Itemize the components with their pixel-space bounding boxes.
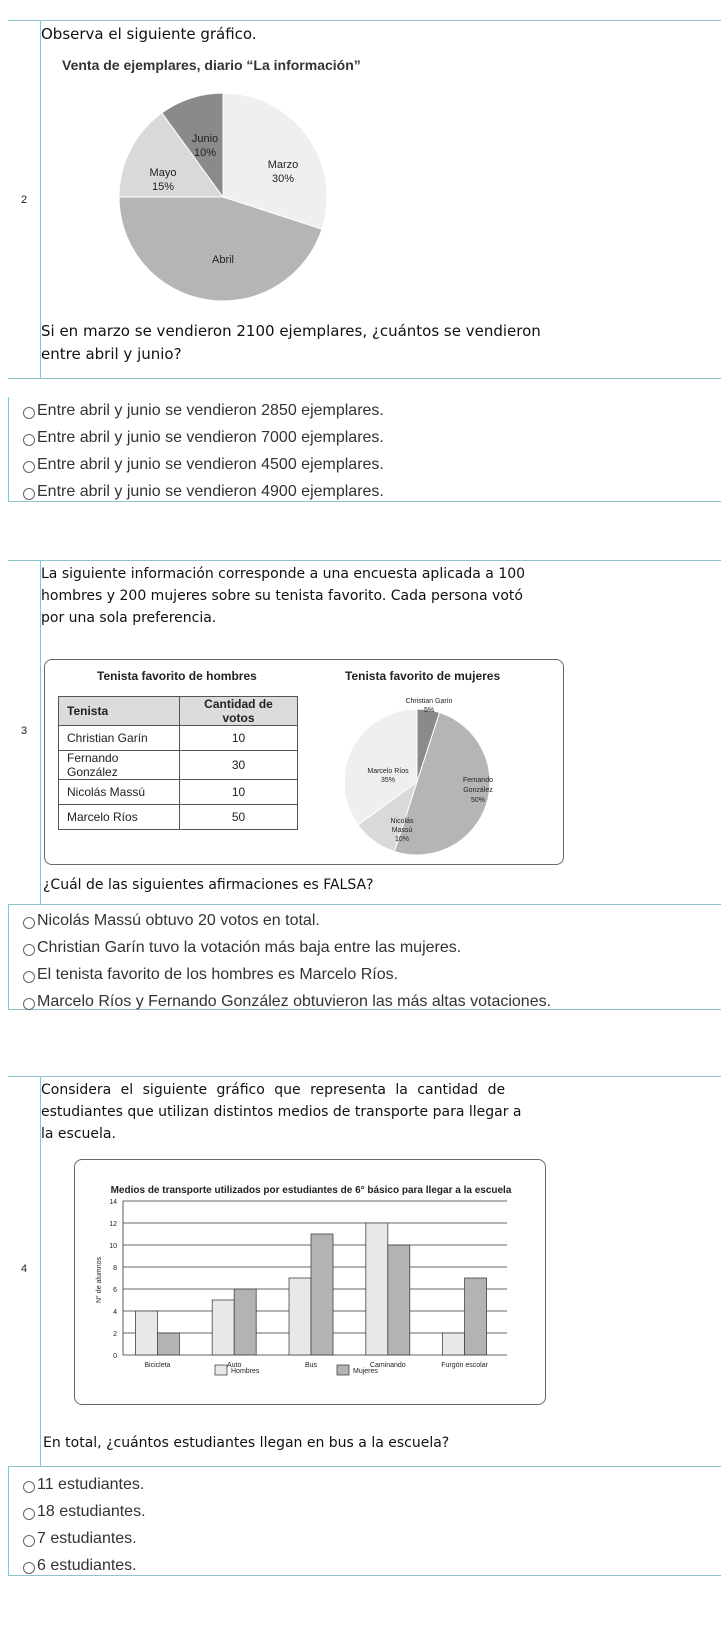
option-c[interactable] bbox=[9, 961, 721, 988]
option-label: 7 estudiantes. bbox=[37, 1529, 137, 1547]
question-number: 3 bbox=[20, 725, 28, 737]
question-intro-line3: la escuela. bbox=[41, 1126, 116, 1142]
bar-hombres-bus bbox=[289, 1278, 311, 1355]
radio-button[interactable] bbox=[23, 1562, 35, 1574]
question-2-box bbox=[8, 20, 721, 379]
option-a[interactable] bbox=[9, 397, 721, 424]
option-b[interactable] bbox=[9, 424, 721, 451]
option-label: El tenista favorito de los hombres es Marcelo Ríos. bbox=[37, 965, 399, 983]
question-intro-line1: Considera el siguiente gráfico que representa la cantidad de bbox=[41, 1082, 506, 1098]
pie-slice-label: Marcelo Ríos bbox=[367, 768, 409, 775]
chart-title: Venta de ejemplares, diario “La información” bbox=[62, 57, 361, 73]
question-intro: Observa el siguiente gráfico. bbox=[41, 25, 257, 43]
men-votes-table bbox=[58, 696, 298, 830]
column-header: Tenista bbox=[59, 697, 180, 726]
option-label: 11 estudiantes. bbox=[37, 1475, 145, 1493]
question-text: En total, ¿cuántos estudiantes llegan en bus a la escuela? bbox=[43, 1435, 450, 1451]
pie-value-label: 10% bbox=[193, 147, 217, 159]
radio-button[interactable] bbox=[23, 1535, 35, 1547]
question-3-content bbox=[40, 561, 721, 905]
table-row bbox=[59, 751, 298, 780]
question-text-line1: Si en marzo se vendieron 2100 ejemplares, ¿cuántos se vendieron bbox=[41, 322, 541, 340]
sales-pie-chart bbox=[111, 85, 331, 305]
option-b[interactable] bbox=[9, 934, 721, 961]
y-tick-label: 14 bbox=[109, 1199, 117, 1206]
bar-mujeres-furgon-escolar bbox=[465, 1278, 487, 1355]
pie-value-label: 15% bbox=[151, 181, 175, 193]
question-number: 4 bbox=[20, 1263, 28, 1275]
option-label: Nicolás Massú obtuvo 20 votos en total. bbox=[37, 911, 320, 929]
table-cell: 10 bbox=[180, 780, 298, 805]
x-tick-label: Caminando bbox=[369, 1362, 406, 1369]
table-header-row bbox=[59, 697, 298, 726]
x-tick-label: Furgón escolar bbox=[441, 1362, 488, 1369]
radio-button[interactable] bbox=[23, 434, 35, 446]
pie-slice-label: Christian Garín bbox=[405, 698, 453, 705]
option-c[interactable] bbox=[9, 1525, 721, 1552]
pie-slice-label: González bbox=[463, 787, 493, 794]
y-tick-label: 2 bbox=[113, 1331, 117, 1338]
legend-swatch-hombres bbox=[215, 1365, 227, 1375]
table-row bbox=[59, 726, 298, 751]
question-number: 2 bbox=[20, 194, 28, 206]
y-axis-label: N° de alumnos bbox=[96, 1257, 103, 1303]
pie-slice-label: Junio bbox=[191, 133, 219, 145]
bar-hombres-bicicleta bbox=[135, 1311, 157, 1355]
pie-slice-label: Marzo bbox=[267, 159, 299, 171]
bar-mujeres-caminando bbox=[388, 1245, 410, 1355]
survey-figure-frame bbox=[44, 659, 564, 865]
transport-bar-chart bbox=[75, 1160, 545, 1404]
option-label: Entre abril y junio se vendieron 2850 ejemplares. bbox=[37, 401, 384, 419]
bar-hombres-caminando bbox=[366, 1223, 388, 1355]
bar-hombres-auto bbox=[212, 1300, 234, 1355]
x-tick-label: Bicicleta bbox=[144, 1362, 171, 1369]
y-tick-label: 8 bbox=[113, 1265, 117, 1272]
x-tick-label: Auto bbox=[226, 1362, 242, 1369]
option-a[interactable] bbox=[9, 907, 721, 934]
radio-button[interactable] bbox=[23, 1481, 35, 1493]
question-2-options bbox=[8, 397, 721, 502]
question-text: ¿Cuál de las siguientes afirmaciones es FALSA? bbox=[43, 877, 374, 893]
chart-title: Medios de transporte utilizados por estudiantes de 6° básico para llegar a la escuela bbox=[110, 1185, 512, 1196]
bar-mujeres-bicicleta bbox=[157, 1333, 179, 1355]
y-tick-label: 6 bbox=[113, 1287, 117, 1294]
pie-slice-label: Nicolás bbox=[390, 818, 414, 825]
column-header: Cantidad de votos bbox=[180, 697, 298, 726]
y-tick-label: 0 bbox=[113, 1353, 117, 1360]
table-cell: Fernando González bbox=[59, 751, 180, 780]
question-4-box bbox=[8, 1076, 721, 1467]
pie-slice-label: Mayo bbox=[149, 167, 177, 179]
question-3-options bbox=[8, 904, 721, 1010]
bar-hombres-furgon-escolar bbox=[443, 1333, 465, 1355]
option-label: Entre abril y junio se vendieron 7000 ejemplares. bbox=[37, 428, 384, 446]
pie-value-label: 50% bbox=[470, 797, 486, 804]
option-label: 6 estudiantes. bbox=[37, 1556, 137, 1574]
radio-button[interactable] bbox=[23, 488, 35, 500]
option-a[interactable] bbox=[9, 1471, 721, 1498]
table-row bbox=[59, 805, 298, 830]
y-tick-label: 4 bbox=[113, 1309, 117, 1316]
transport-figure-frame bbox=[74, 1159, 546, 1405]
pie-slice-label: Massú bbox=[391, 827, 413, 834]
question-text-line2: entre abril y junio? bbox=[41, 345, 182, 363]
table-cell: 30 bbox=[180, 751, 298, 780]
option-d[interactable] bbox=[9, 1552, 721, 1579]
radio-button[interactable] bbox=[23, 998, 35, 1010]
radio-button[interactable] bbox=[23, 461, 35, 473]
option-label: Entre abril y junio se vendieron 4500 ejemplares. bbox=[37, 455, 384, 473]
pie-value-label: 5% bbox=[423, 707, 435, 714]
question-intro-line2: hombres y 200 mujeres sobre su tenista favorito. Cada persona votó bbox=[41, 588, 523, 604]
radio-button[interactable] bbox=[23, 944, 35, 956]
radio-button[interactable] bbox=[23, 1508, 35, 1520]
legend-label: Mujeres bbox=[353, 1368, 378, 1375]
bar-mujeres-auto bbox=[234, 1289, 256, 1355]
radio-button[interactable] bbox=[23, 917, 35, 929]
pie-value-label: 30% bbox=[271, 173, 295, 185]
y-tick-label: 12 bbox=[109, 1221, 117, 1228]
pie-value-label: 10% bbox=[394, 836, 410, 843]
table-cell: 50 bbox=[180, 805, 298, 830]
table-title: Tenista favorito de hombres bbox=[97, 669, 257, 683]
option-label: Entre abril y junio se vendieron 4900 ejemplares. bbox=[37, 482, 384, 500]
table-cell: Marcelo Ríos bbox=[59, 805, 180, 830]
table-cell: Christian Garín bbox=[59, 726, 180, 751]
pie-slice-label: Abril bbox=[211, 254, 235, 266]
radio-button[interactable] bbox=[23, 407, 35, 419]
question-intro-line1: La siguiente información corresponde a una encuesta aplicada a 100 bbox=[41, 566, 526, 582]
question-intro-line2: estudiantes que utilizan distintos medios de transporte para llegar a bbox=[41, 1104, 522, 1120]
option-b[interactable] bbox=[9, 1498, 721, 1525]
divider bbox=[8, 378, 721, 379]
question-4-options bbox=[8, 1466, 721, 1576]
question-2-content bbox=[40, 21, 721, 379]
radio-button[interactable] bbox=[23, 971, 35, 983]
question-4-content bbox=[40, 1077, 721, 1467]
pie-title: Tenista favorito de mujeres bbox=[345, 669, 501, 683]
table-row bbox=[59, 780, 298, 805]
option-d[interactable] bbox=[9, 988, 721, 1015]
option-label: Christian Garín tuvo la votación más baja entre las mujeres. bbox=[37, 938, 462, 956]
y-tick-label: 10 bbox=[109, 1243, 117, 1250]
women-votes-pie-chart bbox=[345, 684, 515, 858]
option-label: Marcelo Ríos y Fernando González obtuvieron las más altas votaciones. bbox=[37, 992, 552, 1010]
question-intro-line3: por una sola preferencia. bbox=[41, 610, 217, 626]
option-d[interactable] bbox=[9, 478, 721, 505]
pie-value-label: 35% bbox=[380, 777, 396, 784]
pie-slice-label: Fernando bbox=[463, 777, 493, 784]
legend-label: Hombres bbox=[231, 1368, 260, 1375]
table-cell: 10 bbox=[180, 726, 298, 751]
question-3-box bbox=[8, 560, 721, 905]
legend-swatch-mujeres bbox=[337, 1365, 349, 1375]
x-tick-label: Bus bbox=[304, 1362, 318, 1369]
option-c[interactable] bbox=[9, 451, 721, 478]
option-label: 18 estudiantes. bbox=[37, 1502, 146, 1520]
table-cell: Nicolás Massú bbox=[59, 780, 180, 805]
bar-mujeres-bus bbox=[311, 1234, 333, 1355]
